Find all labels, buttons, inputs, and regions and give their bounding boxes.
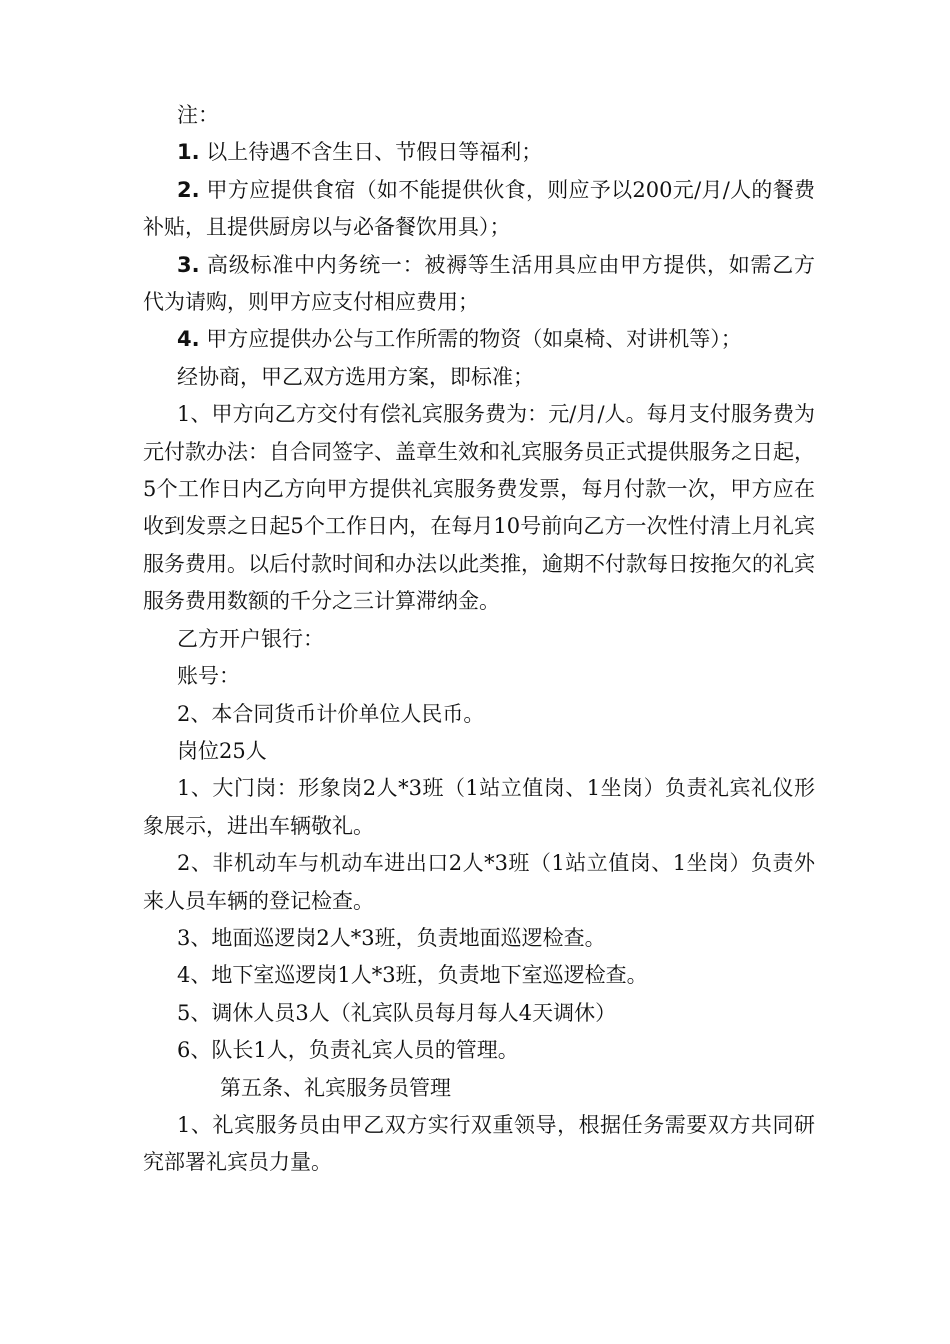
note-item-4: 4. 甲方应提供办公与工作所需的物资（如桌椅、对讲机等）； — [177, 327, 742, 352]
bank-line: 乙方开户银行： — [177, 626, 324, 651]
payment-clause: 1、甲方向乙方交付有偿礼宾服务费为：元/月/人。每月支付服务费为元付款办法：自合同签字、盖章生效和礼宾服务员正式提供服务之日起，5个工作日内乙方向甲方提供礼宾服务费发票，每月付款一次，甲方应在收到发票之日起5个工作日内，在每月10号前向乙方一次性付清上月礼宾服务费用。以后付款时间和办法以此类推，逾期不付款每日按拖欠的礼宾服务费用数额的千分之三计算滞纳金。 — [143, 402, 815, 614]
account-line: 账号： — [177, 664, 240, 689]
note-number: 1. — [177, 140, 200, 165]
currency-clause: 2、本合同货币计价单位人民币。 — [177, 701, 485, 726]
post-item-1: 1、大门岗：形象岗2人*3班（1站立值岗、1坐岗）负责礼宾礼仪形象展示，进出车辆敬礼。 — [143, 776, 815, 838]
management-clause: 1、礼宾服务员由甲乙双方实行双重领导，根据任务需要双方共同研究部署礼宾员力量。 — [143, 1112, 815, 1175]
post-item-2: 2、非机动车与机动车进出口2人*3班（1站立值岗、1坐岗）负责外来人员车辆的登记检查。 — [143, 851, 815, 913]
note-item-3: 3. 高级标准中内务统一：被褥等生活用具应由甲方提供，如需乙方代为请购，则甲方应支付相应费用； — [143, 252, 815, 315]
note-heading: 注： — [177, 103, 219, 127]
article-heading: 第五条、礼宾服务员管理 — [220, 1075, 451, 1100]
post-item-6: 6、队长1人，负责礼宾人员的管理。 — [177, 1038, 519, 1063]
note-number: 2. — [177, 177, 200, 202]
note-item-2: 2. 甲方应提供食宿（如不能提供伙食，则应予以200元/月/人的餐费补贴，且提供厨房以与必备餐饮用具）； — [143, 177, 815, 240]
post-item-5: 5、调休人员3人（礼宾队员每月每人4天调休） — [177, 1000, 617, 1025]
post-item-3: 3、地面巡逻岗2人*3班，负责地面巡逻检查。 — [177, 925, 606, 950]
note-item-1: 1. 以上待遇不含生日、节假日等福利； — [177, 140, 543, 165]
note-number: 4. — [177, 327, 200, 352]
document-body — [143, 97, 815, 1182]
post-item-4: 4、地下室巡逻岗1人*3班，负责地下室巡逻检查。 — [177, 963, 648, 988]
note-number: 3. — [177, 252, 200, 277]
posts-total: 岗位25人 — [177, 738, 267, 763]
agreement-paragraph: 经协商，甲乙双方选用方案，即标准； — [177, 364, 534, 389]
